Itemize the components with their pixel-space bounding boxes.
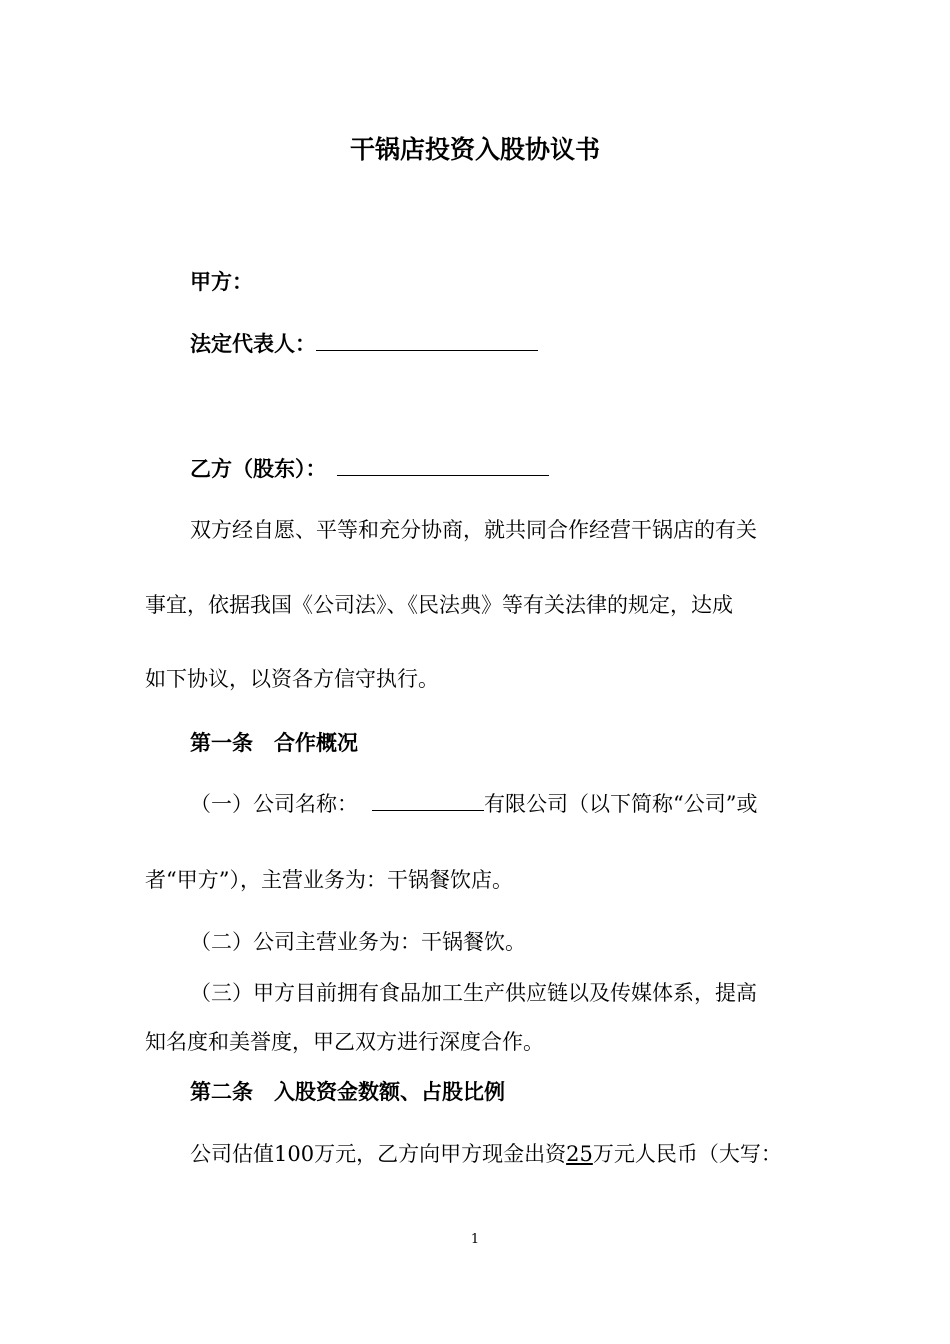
party-b-label: 乙方（股东）： <box>190 457 327 481</box>
intro-line-3: 如下协议，以资各方信守执行。 <box>145 667 439 691</box>
intro-line-2: 事宜，依据我国《公司法》、《民法典》等有关法律的规定，达成 <box>145 593 733 617</box>
document-title: 干锅店投资入股协议书 <box>349 135 600 164</box>
article-1-item-1-cont: 者“甲方”），主营业务为：干锅餐饮店。 <box>145 868 513 892</box>
article-1-item-3: （三）甲方目前拥有食品加工生产供应链以及传媒体系，提高 <box>190 981 757 1005</box>
article-2-line-1 <box>190 1140 782 1168</box>
legal-rep-label: 法定代表人： <box>190 332 316 356</box>
article-1-item-2: （二）公司主营业务为：干锅餐饮。 <box>190 930 526 954</box>
company-name-label: （一）公司名称： <box>190 792 358 816</box>
party-a-label: 甲方： <box>190 270 253 294</box>
intro-line-1: 双方经自愿、平等和充分协商，就共同合作经营干锅店的有关 <box>190 518 757 542</box>
article-2-prefix: 公司估值100万元，乙方向甲方现金出资 <box>190 1142 567 1166</box>
legal-rep-blank <box>316 332 538 351</box>
party-b-blank <box>337 457 549 476</box>
article-1-heading: 第一条 合作概况 <box>190 731 358 755</box>
article-1-item-1 <box>190 790 757 818</box>
page-number: 1 <box>470 1232 480 1247</box>
party-b-line <box>190 455 549 483</box>
article-2-heading: 第二条 入股资金数额、占股比例 <box>190 1080 505 1104</box>
article-2-suffix: 万元人民币（大写： <box>592 1142 782 1166</box>
company-name-suffix: 有限公司（以下简称“公司”或 <box>484 792 758 816</box>
company-name-blank <box>372 792 484 811</box>
article-1-item-3-cont: 知名度和美誉度，甲乙双方进行深度合作。 <box>145 1030 544 1054</box>
legal-rep-line <box>190 330 538 358</box>
investment-amount: 25 <box>566 1142 593 1166</box>
